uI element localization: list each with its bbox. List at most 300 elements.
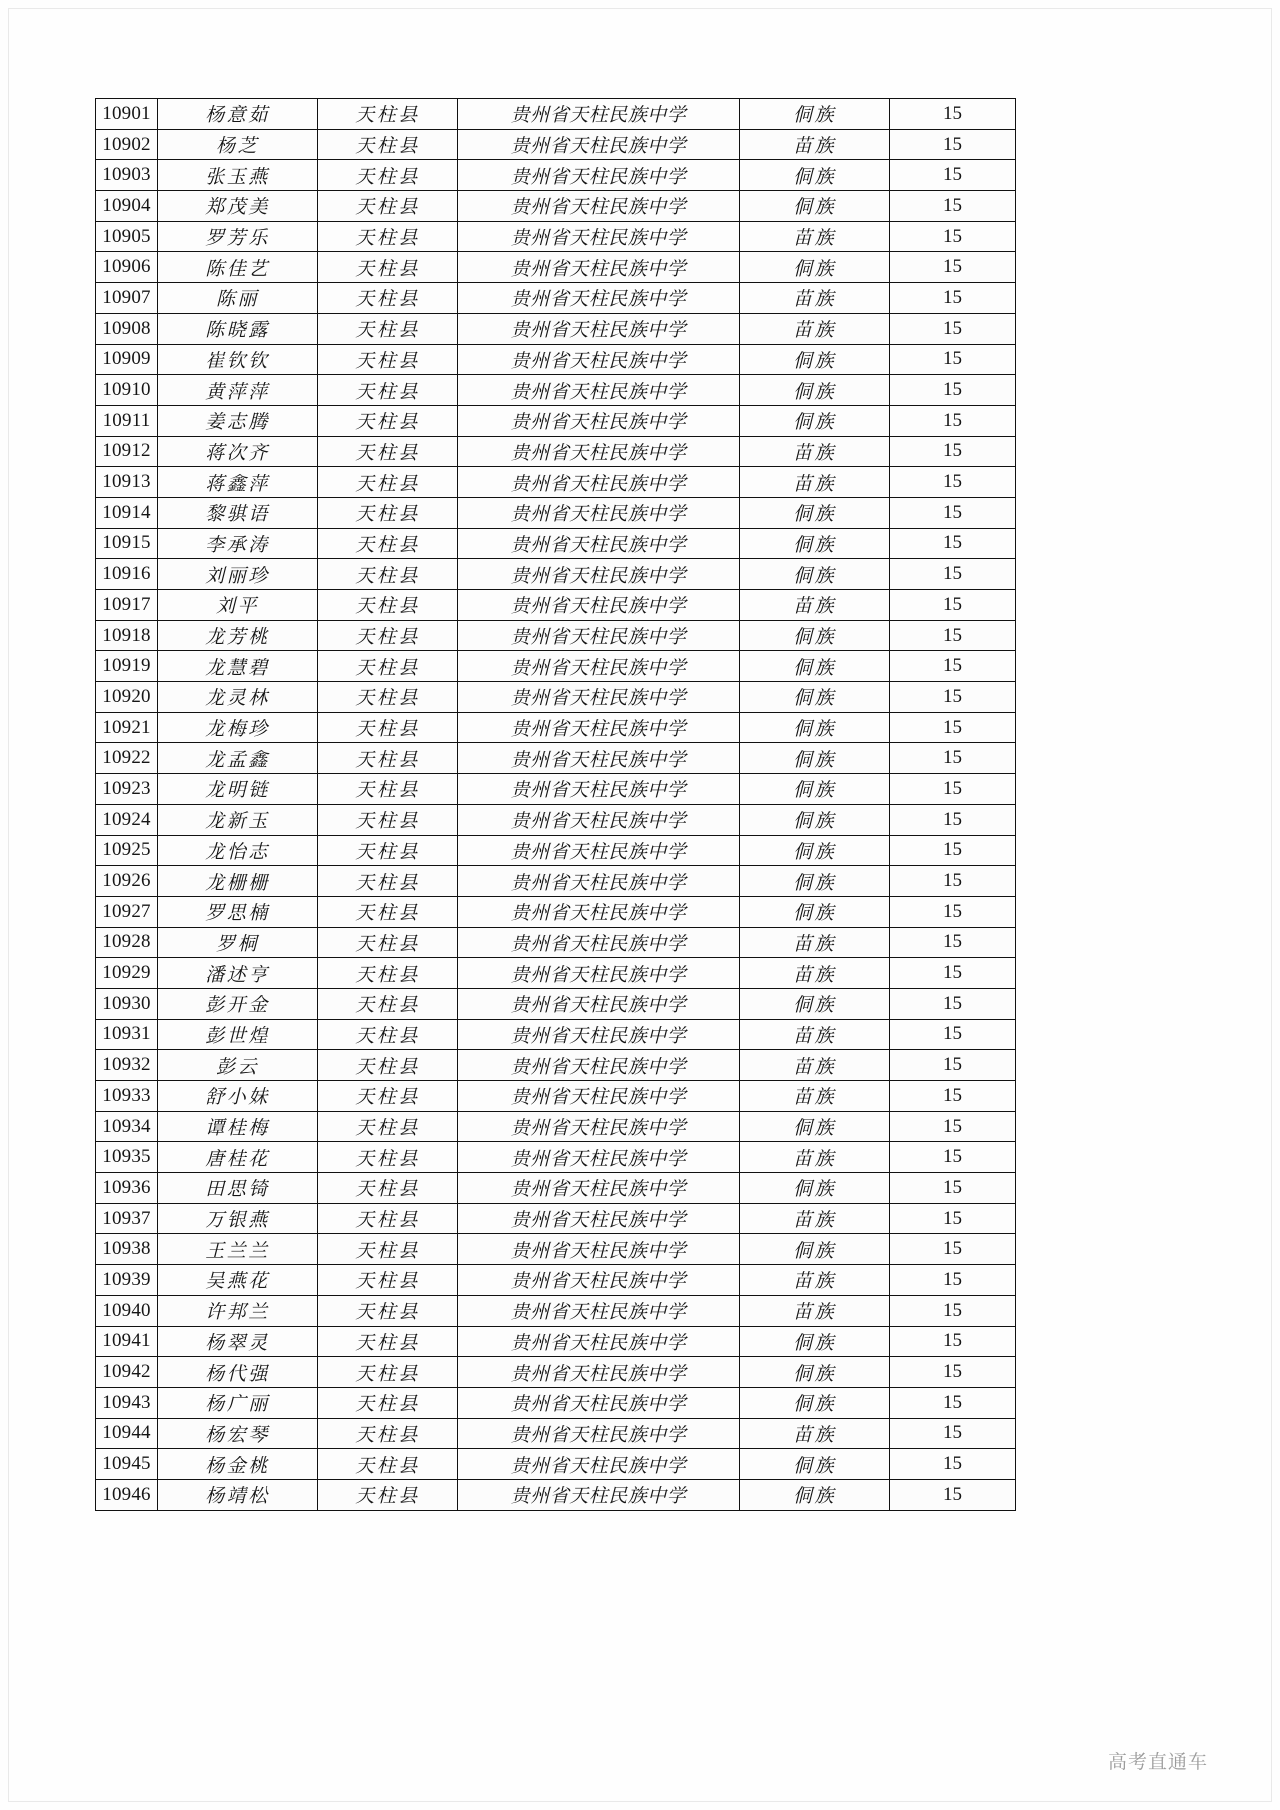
table-row [96, 1081, 1016, 1112]
cell-bonus-points: 15 [890, 1357, 1016, 1388]
cell-ethnicity: 侗族 [740, 1111, 890, 1142]
table-row [96, 436, 1016, 467]
cell-ethnicity: 苗族 [740, 1142, 890, 1173]
table-row [96, 283, 1016, 314]
cell-exam-id: 10915 [96, 528, 158, 559]
cell-ethnicity: 苗族 [740, 283, 890, 314]
cell-bonus-points: 15 [890, 559, 1016, 590]
cell-bonus-points: 15 [890, 835, 1016, 866]
cell-bonus-points: 15 [890, 1081, 1016, 1112]
cell-county: 天柱县 [318, 1142, 458, 1173]
cell-bonus-points: 15 [890, 774, 1016, 805]
cell-student-name: 许邦兰 [158, 1295, 318, 1326]
cell-bonus-points: 15 [890, 958, 1016, 989]
cell-bonus-points: 15 [890, 1142, 1016, 1173]
cell-county: 天柱县 [318, 620, 458, 651]
cell-school: 贵州省天柱民族中学 [458, 927, 740, 958]
cell-bonus-points: 15 [890, 1295, 1016, 1326]
cell-school: 贵州省天柱民族中学 [458, 405, 740, 436]
cell-student-name: 舒小妹 [158, 1081, 318, 1112]
table-row [96, 1295, 1016, 1326]
cell-exam-id: 10910 [96, 375, 158, 406]
cell-ethnicity: 苗族 [740, 1050, 890, 1081]
cell-ethnicity: 侗族 [740, 866, 890, 897]
cell-ethnicity: 侗族 [740, 620, 890, 651]
cell-ethnicity: 苗族 [740, 1081, 890, 1112]
cell-ethnicity: 侗族 [740, 774, 890, 805]
cell-bonus-points: 15 [890, 375, 1016, 406]
cell-exam-id: 10926 [96, 866, 158, 897]
cell-exam-id: 10913 [96, 467, 158, 498]
cell-exam-id: 10929 [96, 958, 158, 989]
cell-exam-id: 10945 [96, 1449, 158, 1480]
cell-county: 天柱县 [318, 1479, 458, 1510]
cell-county: 天柱县 [318, 1295, 458, 1326]
table-row [96, 1479, 1016, 1510]
table-row [96, 682, 1016, 713]
cell-ethnicity: 苗族 [740, 1418, 890, 1449]
table-row [96, 497, 1016, 528]
cell-student-name: 龙孟鑫 [158, 743, 318, 774]
table-row [96, 129, 1016, 160]
cell-exam-id: 10930 [96, 988, 158, 1019]
cell-county: 天柱县 [318, 988, 458, 1019]
cell-bonus-points: 15 [890, 283, 1016, 314]
table-row [96, 1142, 1016, 1173]
cell-county: 天柱县 [318, 1081, 458, 1112]
cell-student-name: 杨广丽 [158, 1387, 318, 1418]
cell-student-name: 彭开金 [158, 988, 318, 1019]
cell-county: 天柱县 [318, 1050, 458, 1081]
cell-county: 天柱县 [318, 559, 458, 590]
cell-county: 天柱县 [318, 99, 458, 130]
table-row [96, 344, 1016, 375]
table-row [96, 1173, 1016, 1204]
cell-county: 天柱县 [318, 191, 458, 222]
cell-school: 贵州省天柱民族中学 [458, 528, 740, 559]
cell-school: 贵州省天柱民族中学 [458, 313, 740, 344]
cell-bonus-points: 15 [890, 1326, 1016, 1357]
cell-exam-id: 10923 [96, 774, 158, 805]
cell-bonus-points: 15 [890, 1203, 1016, 1234]
cell-student-name: 龙慧碧 [158, 651, 318, 682]
cell-bonus-points: 15 [890, 436, 1016, 467]
cell-bonus-points: 15 [890, 1387, 1016, 1418]
cell-school: 贵州省天柱民族中学 [458, 835, 740, 866]
cell-county: 天柱县 [318, 743, 458, 774]
cell-school: 贵州省天柱民族中学 [458, 1326, 740, 1357]
cell-ethnicity: 侗族 [740, 528, 890, 559]
cell-county: 天柱县 [318, 682, 458, 713]
cell-bonus-points: 15 [890, 467, 1016, 498]
cell-ethnicity: 侗族 [740, 896, 890, 927]
cell-county: 天柱县 [318, 896, 458, 927]
cell-school: 贵州省天柱民族中学 [458, 988, 740, 1019]
cell-school: 贵州省天柱民族中学 [458, 1019, 740, 1050]
cell-ethnicity: 侗族 [740, 712, 890, 743]
table-row [96, 252, 1016, 283]
cell-ethnicity: 侗族 [740, 375, 890, 406]
cell-ethnicity: 侗族 [740, 682, 890, 713]
cell-school: 贵州省天柱民族中学 [458, 804, 740, 835]
cell-school: 贵州省天柱民族中学 [458, 651, 740, 682]
cell-exam-id: 10928 [96, 927, 158, 958]
cell-school: 贵州省天柱民族中学 [458, 1387, 740, 1418]
cell-student-name: 罗芳乐 [158, 221, 318, 252]
cell-county: 天柱县 [318, 283, 458, 314]
table-row [96, 375, 1016, 406]
cell-county: 天柱县 [318, 866, 458, 897]
cell-school: 贵州省天柱民族中学 [458, 712, 740, 743]
cell-school: 贵州省天柱民族中学 [458, 1050, 740, 1081]
table-row [96, 1387, 1016, 1418]
cell-bonus-points: 15 [890, 252, 1016, 283]
cell-ethnicity: 侗族 [740, 497, 890, 528]
cell-county: 天柱县 [318, 1357, 458, 1388]
cell-exam-id: 10921 [96, 712, 158, 743]
cell-student-name: 姜志腾 [158, 405, 318, 436]
cell-exam-id: 10911 [96, 405, 158, 436]
cell-student-name: 杨金桃 [158, 1449, 318, 1480]
cell-ethnicity: 苗族 [740, 1295, 890, 1326]
cell-student-name: 彭世煌 [158, 1019, 318, 1050]
cell-student-name: 罗桐 [158, 927, 318, 958]
cell-exam-id: 10918 [96, 620, 158, 651]
cell-bonus-points: 15 [890, 191, 1016, 222]
cell-ethnicity: 苗族 [740, 1203, 890, 1234]
cell-bonus-points: 15 [890, 344, 1016, 375]
cell-exam-id: 10944 [96, 1418, 158, 1449]
cell-student-name: 杨靖松 [158, 1479, 318, 1510]
cell-ethnicity: 侗族 [740, 804, 890, 835]
cell-county: 天柱县 [318, 835, 458, 866]
cell-bonus-points: 15 [890, 1019, 1016, 1050]
cell-bonus-points: 15 [890, 712, 1016, 743]
cell-ethnicity: 侗族 [740, 835, 890, 866]
cell-exam-id: 10946 [96, 1479, 158, 1510]
cell-student-name: 龙灵林 [158, 682, 318, 713]
cell-bonus-points: 15 [890, 590, 1016, 621]
table-row [96, 467, 1016, 498]
cell-county: 天柱县 [318, 1387, 458, 1418]
cell-student-name: 唐桂花 [158, 1142, 318, 1173]
cell-bonus-points: 15 [890, 405, 1016, 436]
cell-county: 天柱县 [318, 375, 458, 406]
cell-exam-id: 10903 [96, 160, 158, 191]
cell-school: 贵州省天柱民族中学 [458, 129, 740, 160]
table-row [96, 835, 1016, 866]
cell-ethnicity: 侗族 [740, 1387, 890, 1418]
cell-exam-id: 10934 [96, 1111, 158, 1142]
table-row [96, 1203, 1016, 1234]
cell-county: 天柱县 [318, 1173, 458, 1204]
cell-school: 贵州省天柱民族中学 [458, 896, 740, 927]
cell-student-name: 陈佳艺 [158, 252, 318, 283]
cell-county: 天柱县 [318, 1418, 458, 1449]
table-row [96, 620, 1016, 651]
cell-bonus-points: 15 [890, 99, 1016, 130]
table-row [96, 651, 1016, 682]
cell-bonus-points: 15 [890, 682, 1016, 713]
cell-student-name: 陈晓露 [158, 313, 318, 344]
cell-school: 贵州省天柱民族中学 [458, 344, 740, 375]
cell-county: 天柱县 [318, 1203, 458, 1234]
cell-ethnicity: 侗族 [740, 1479, 890, 1510]
cell-student-name: 黎骐语 [158, 497, 318, 528]
cell-bonus-points: 15 [890, 528, 1016, 559]
cell-bonus-points: 15 [890, 221, 1016, 252]
cell-ethnicity: 侗族 [740, 344, 890, 375]
cell-ethnicity: 侗族 [740, 160, 890, 191]
table-row [96, 958, 1016, 989]
cell-student-name: 刘平 [158, 590, 318, 621]
cell-bonus-points: 15 [890, 313, 1016, 344]
cell-county: 天柱县 [318, 927, 458, 958]
cell-school: 贵州省天柱民族中学 [458, 774, 740, 805]
cell-exam-id: 10939 [96, 1265, 158, 1296]
cell-exam-id: 10901 [96, 99, 158, 130]
cell-bonus-points: 15 [890, 160, 1016, 191]
table-row [96, 559, 1016, 590]
cell-student-name: 杨代强 [158, 1357, 318, 1388]
cell-county: 天柱县 [318, 1326, 458, 1357]
cell-exam-id: 10924 [96, 804, 158, 835]
cell-county: 天柱县 [318, 129, 458, 160]
cell-bonus-points: 15 [890, 1449, 1016, 1480]
cell-school: 贵州省天柱民族中学 [458, 1203, 740, 1234]
cell-exam-id: 10941 [96, 1326, 158, 1357]
cell-ethnicity: 侗族 [740, 405, 890, 436]
cell-student-name: 黄萍萍 [158, 375, 318, 406]
table-row [96, 743, 1016, 774]
table-row [96, 712, 1016, 743]
cell-bonus-points: 15 [890, 1111, 1016, 1142]
cell-ethnicity: 侗族 [740, 1357, 890, 1388]
cell-ethnicity: 苗族 [740, 221, 890, 252]
cell-ethnicity: 苗族 [740, 313, 890, 344]
cell-county: 天柱县 [318, 1019, 458, 1050]
cell-student-name: 李承涛 [158, 528, 318, 559]
cell-county: 天柱县 [318, 590, 458, 621]
cell-school: 贵州省天柱民族中学 [458, 1234, 740, 1265]
cell-bonus-points: 15 [890, 988, 1016, 1019]
cell-exam-id: 10909 [96, 344, 158, 375]
cell-ethnicity: 侗族 [740, 651, 890, 682]
cell-school: 贵州省天柱民族中学 [458, 590, 740, 621]
cell-county: 天柱县 [318, 160, 458, 191]
cell-student-name: 刘丽珍 [158, 559, 318, 590]
cell-school: 贵州省天柱民族中学 [458, 191, 740, 222]
cell-school: 贵州省天柱民族中学 [458, 682, 740, 713]
cell-school: 贵州省天柱民族中学 [458, 559, 740, 590]
table-row [96, 804, 1016, 835]
cell-bonus-points: 15 [890, 896, 1016, 927]
cell-school: 贵州省天柱民族中学 [458, 1295, 740, 1326]
cell-exam-id: 10905 [96, 221, 158, 252]
cell-student-name: 万银燕 [158, 1203, 318, 1234]
cell-ethnicity: 侗族 [740, 1173, 890, 1204]
cell-school: 贵州省天柱民族中学 [458, 375, 740, 406]
cell-exam-id: 10907 [96, 283, 158, 314]
cell-county: 天柱县 [318, 958, 458, 989]
cell-school: 贵州省天柱民族中学 [458, 1111, 740, 1142]
cell-ethnicity: 侗族 [740, 988, 890, 1019]
cell-school: 贵州省天柱民族中学 [458, 620, 740, 651]
cell-exam-id: 10931 [96, 1019, 158, 1050]
candidate-roster-table [95, 98, 1016, 1511]
cell-exam-id: 10938 [96, 1234, 158, 1265]
cell-school: 贵州省天柱民族中学 [458, 743, 740, 774]
candidate-roster-table-container [95, 98, 1015, 1511]
cell-school: 贵州省天柱民族中学 [458, 1479, 740, 1510]
cell-exam-id: 10908 [96, 313, 158, 344]
cell-bonus-points: 15 [890, 497, 1016, 528]
cell-student-name: 蒋次齐 [158, 436, 318, 467]
cell-student-name: 罗思楠 [158, 896, 318, 927]
cell-bonus-points: 15 [890, 1265, 1016, 1296]
cell-student-name: 谭桂梅 [158, 1111, 318, 1142]
cell-ethnicity: 侗族 [740, 191, 890, 222]
cell-student-name: 王兰兰 [158, 1234, 318, 1265]
cell-ethnicity: 苗族 [740, 129, 890, 160]
table-row [96, 1326, 1016, 1357]
cell-student-name: 郑茂美 [158, 191, 318, 222]
cell-school: 贵州省天柱民族中学 [458, 1449, 740, 1480]
cell-student-name: 龙栅栅 [158, 866, 318, 897]
cell-bonus-points: 15 [890, 866, 1016, 897]
cell-bonus-points: 15 [890, 743, 1016, 774]
cell-bonus-points: 15 [890, 927, 1016, 958]
cell-school: 贵州省天柱民族中学 [458, 467, 740, 498]
cell-student-name: 崔钦钦 [158, 344, 318, 375]
cell-student-name: 龙新玉 [158, 804, 318, 835]
cell-student-name: 陈丽 [158, 283, 318, 314]
table-row [96, 774, 1016, 805]
cell-county: 天柱县 [318, 804, 458, 835]
table-row [96, 1418, 1016, 1449]
table-row [96, 191, 1016, 222]
cell-exam-id: 10919 [96, 651, 158, 682]
cell-exam-id: 10917 [96, 590, 158, 621]
cell-school: 贵州省天柱民族中学 [458, 252, 740, 283]
cell-ethnicity: 苗族 [740, 958, 890, 989]
cell-exam-id: 10914 [96, 497, 158, 528]
cell-county: 天柱县 [318, 1234, 458, 1265]
cell-ethnicity: 苗族 [740, 927, 890, 958]
cell-bonus-points: 15 [890, 1479, 1016, 1510]
cell-school: 贵州省天柱民族中学 [458, 436, 740, 467]
cell-bonus-points: 15 [890, 1418, 1016, 1449]
cell-county: 天柱县 [318, 651, 458, 682]
cell-school: 贵州省天柱民族中学 [458, 160, 740, 191]
cell-student-name: 张玉燕 [158, 160, 318, 191]
table-row [96, 1265, 1016, 1296]
cell-exam-id: 10906 [96, 252, 158, 283]
cell-student-name: 杨宏琴 [158, 1418, 318, 1449]
cell-bonus-points: 15 [890, 651, 1016, 682]
cell-student-name: 吴燕花 [158, 1265, 318, 1296]
cell-county: 天柱县 [318, 712, 458, 743]
table-row [96, 590, 1016, 621]
cell-student-name: 杨芝 [158, 129, 318, 160]
cell-school: 贵州省天柱民族中学 [458, 866, 740, 897]
cell-county: 天柱县 [318, 1265, 458, 1296]
cell-exam-id: 10916 [96, 559, 158, 590]
table-row [96, 221, 1016, 252]
cell-exam-id: 10904 [96, 191, 158, 222]
cell-student-name: 龙芳桃 [158, 620, 318, 651]
cell-exam-id: 10925 [96, 835, 158, 866]
table-row [96, 1019, 1016, 1050]
table-row [96, 313, 1016, 344]
table-row [96, 99, 1016, 130]
table-row [96, 160, 1016, 191]
cell-school: 贵州省天柱民族中学 [458, 99, 740, 130]
cell-county: 天柱县 [318, 405, 458, 436]
cell-school: 贵州省天柱民族中学 [458, 1081, 740, 1112]
cell-exam-id: 10912 [96, 436, 158, 467]
table-row [96, 1050, 1016, 1081]
cell-county: 天柱县 [318, 313, 458, 344]
cell-exam-id: 10932 [96, 1050, 158, 1081]
cell-county: 天柱县 [318, 1111, 458, 1142]
cell-ethnicity: 苗族 [740, 590, 890, 621]
cell-exam-id: 10902 [96, 129, 158, 160]
cell-exam-id: 10942 [96, 1357, 158, 1388]
cell-ethnicity: 侗族 [740, 99, 890, 130]
table-row [96, 405, 1016, 436]
cell-exam-id: 10943 [96, 1387, 158, 1418]
cell-exam-id: 10933 [96, 1081, 158, 1112]
cell-student-name: 杨意茹 [158, 99, 318, 130]
cell-student-name: 蒋鑫萍 [158, 467, 318, 498]
cell-ethnicity: 侗族 [740, 1234, 890, 1265]
cell-school: 贵州省天柱民族中学 [458, 1357, 740, 1388]
cell-ethnicity: 苗族 [740, 1265, 890, 1296]
cell-bonus-points: 15 [890, 129, 1016, 160]
cell-county: 天柱县 [318, 252, 458, 283]
table-row [96, 866, 1016, 897]
table-row [96, 988, 1016, 1019]
cell-bonus-points: 15 [890, 1234, 1016, 1265]
cell-county: 天柱县 [318, 528, 458, 559]
cell-county: 天柱县 [318, 497, 458, 528]
cell-school: 贵州省天柱民族中学 [458, 1173, 740, 1204]
table-row [96, 1111, 1016, 1142]
table-row [96, 896, 1016, 927]
table-row [96, 927, 1016, 958]
cell-ethnicity: 侗族 [740, 1326, 890, 1357]
cell-county: 天柱县 [318, 774, 458, 805]
cell-exam-id: 10937 [96, 1203, 158, 1234]
watermark: 高考直通车 [1107, 1751, 1208, 1773]
cell-student-name: 龙怡志 [158, 835, 318, 866]
table-row [96, 528, 1016, 559]
cell-exam-id: 10936 [96, 1173, 158, 1204]
table-row [96, 1449, 1016, 1480]
cell-school: 贵州省天柱民族中学 [458, 497, 740, 528]
cell-exam-id: 10922 [96, 743, 158, 774]
cell-ethnicity: 侗族 [740, 1449, 890, 1480]
table-row [96, 1357, 1016, 1388]
cell-student-name: 田思锜 [158, 1173, 318, 1204]
cell-bonus-points: 15 [890, 620, 1016, 651]
cell-ethnicity: 苗族 [740, 467, 890, 498]
cell-exam-id: 10920 [96, 682, 158, 713]
cell-county: 天柱县 [318, 221, 458, 252]
cell-school: 贵州省天柱民族中学 [458, 1142, 740, 1173]
cell-student-name: 龙明链 [158, 774, 318, 805]
